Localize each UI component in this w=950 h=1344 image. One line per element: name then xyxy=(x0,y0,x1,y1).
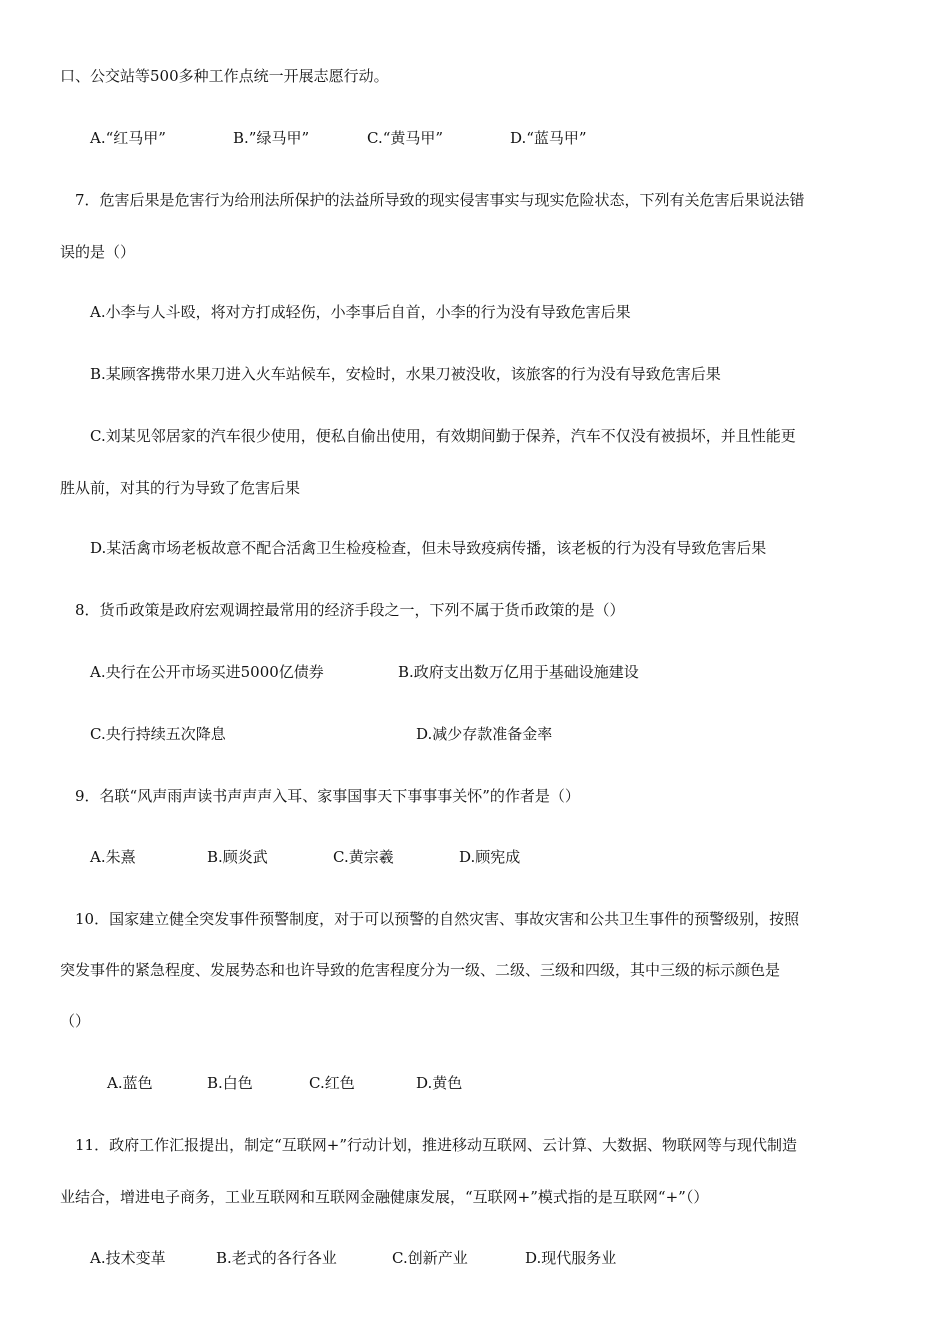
q10-stem-line1: 10．国家建立健全突发事件预警制度，对于可以预警的自然灾害、事故灾害和公共卫生事件的预警级别，按照 xyxy=(75,910,800,928)
q11-stem-line2: 业结合，增进电子商务，工业互联网和互联网金融健康发展，“互联网+”模式指的是互联网“+”（） xyxy=(60,1188,709,1206)
q10-option-b: B.白色 xyxy=(207,1074,253,1092)
q7-option-c-line1: C.刘某见邻居家的汽车很少使用，便私自偷出使用，有效期间勤于保养，汽车不仅没有被损坏，并且性能更 xyxy=(90,427,796,445)
q11-option-b: B.老式的各行各业 xyxy=(216,1249,337,1267)
q11-stem-line1: 11．政府工作汇报提出，制定“互联网+”行动计划，推进移动互联网、云计算、大数据、物联网等与现代制造 xyxy=(75,1136,797,1154)
q9-option-b: B.顾炎武 xyxy=(207,848,268,866)
q9-option-c: C.黄宗羲 xyxy=(333,848,394,866)
q6-option-a: A.“红马甲” xyxy=(90,129,166,147)
q10-stem-line2: 突发事件的紧急程度、发展势态和也许导致的危害程度分为一级、二级、三级和四级，其中三级的标示颜色是 xyxy=(60,961,781,979)
q7-option-d: D.某活禽市场老板故意不配合活禽卫生检疫检查，但未导致疫病传播，该老板的行为没有导致危害后果 xyxy=(90,539,767,557)
q7-stem-line1: 7．危害后果是危害行为给刑法所保护的法益所导致的现实侵害事实与现实危险状态，下列有关危害后果说法错 xyxy=(75,191,805,209)
q10-option-d: D.黄色 xyxy=(416,1074,463,1092)
q8-option-d: D.减少存款准备金率 xyxy=(416,725,553,743)
q8-option-b: B.政府支出数万亿用于基础设施建设 xyxy=(398,663,639,681)
q8-option-c: C.央行持续五次降息 xyxy=(90,725,226,743)
q11-option-a: A.技术变革 xyxy=(90,1249,166,1267)
q6-option-d: D.“蓝马甲” xyxy=(510,129,587,147)
q7-option-c-line2: 胜从前，对其的行为导致了危害后果 xyxy=(60,479,301,497)
q7-option-a: A.小李与人斗殴，将对方打成轻伤，小李事后自首，小李的行为没有导致危害后果 xyxy=(90,303,631,321)
q7-stem-line2: 误的是（） xyxy=(60,243,136,261)
q6-option-c: C.“黄马甲” xyxy=(367,129,444,147)
intro-tail-text: 口、公交站等500多种工作点统一开展志愿行动。 xyxy=(60,67,389,85)
q10-option-c: C.红色 xyxy=(309,1074,355,1092)
q11-option-c: C.创新产业 xyxy=(392,1249,468,1267)
q10-stem-line3: （） xyxy=(60,1012,91,1030)
q7-option-b: B.某顾客携带水果刀进入火车站候车，安检时，水果刀被没收，该旅客的行为没有导致危害后果 xyxy=(90,365,721,383)
q9-stem: 9．名联“风声雨声读书声声声入耳、家事国事天下事事事关怀”的作者是（） xyxy=(75,787,580,805)
q9-option-a: A.朱熹 xyxy=(90,848,136,866)
q10-option-a: A.蓝色 xyxy=(107,1074,153,1092)
q9-option-d: D.顾宪成 xyxy=(459,848,521,866)
q6-option-b: B.”绿马甲” xyxy=(233,129,310,147)
q8-option-a: A.央行在公开市场买进5000亿债券 xyxy=(90,663,324,681)
q11-option-d: D.现代服务业 xyxy=(525,1249,617,1267)
q8-stem: 8．货币政策是政府宏观调控最常用的经济手段之一，下列不属于货币政策的是（） xyxy=(75,601,625,619)
